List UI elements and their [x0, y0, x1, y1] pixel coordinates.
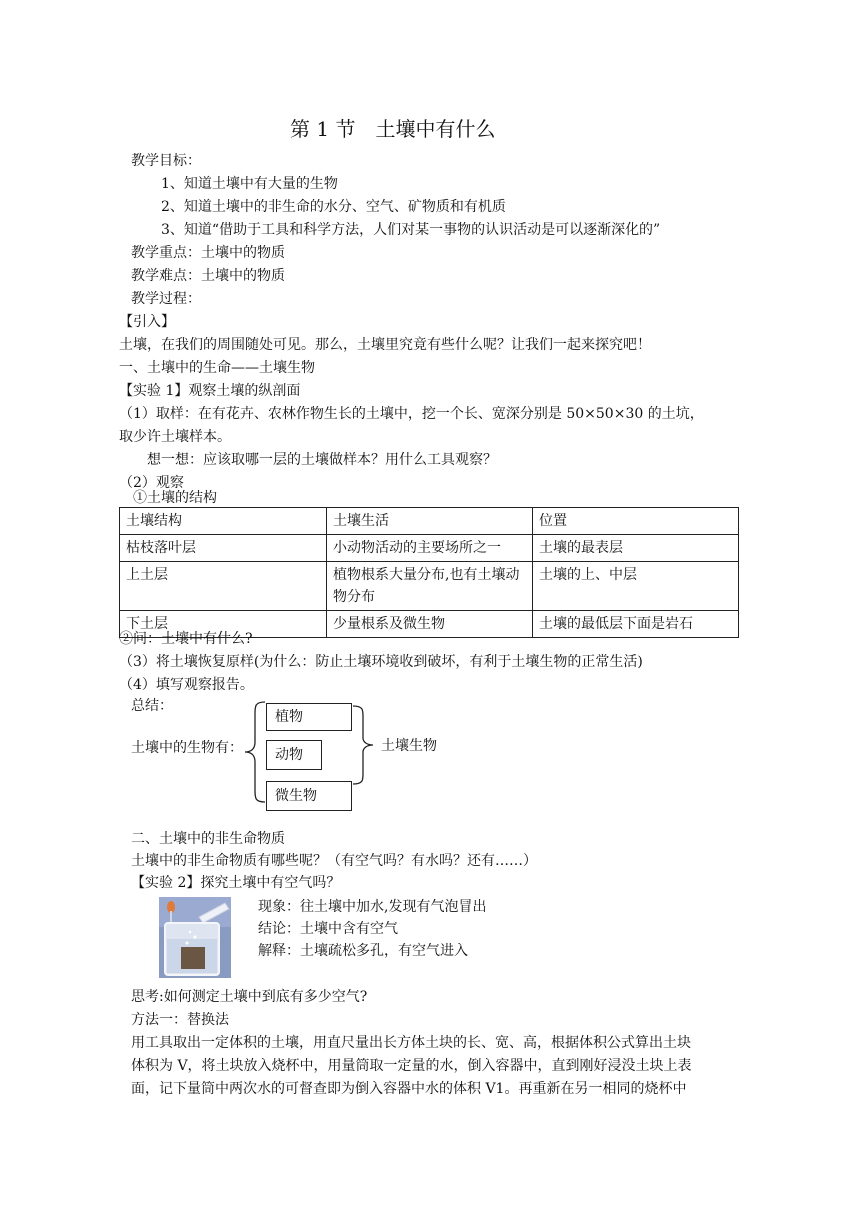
section2-question: 土壤中的非生命物质有哪些呢？（有空气吗？有水吗？还有……）	[131, 853, 537, 869]
table-cell: 植物根系大量分布,也有土壤动物分布	[327, 562, 533, 611]
microorganism-box: 微生物	[266, 781, 352, 811]
objective-item: 3、知道“借助于工具和科学方法，人们对某一事物的认识活动是可以逐渐深化的”	[161, 222, 661, 238]
exp2-conclusion: 结论：土壤中含有空气	[258, 921, 398, 937]
section1-heading: 一、土壤中的生命——土壤生物	[119, 360, 315, 376]
exp2-phenomenon: 现象：往土壤中加水,发现有气泡冒出	[258, 899, 487, 915]
exp1-step1-line1: （1）取样：在有花卉、农林作物生长的土壤中，挖一个长、宽深分别是 50×50×30 的土坑，	[119, 406, 704, 422]
table-cell: 上土层	[120, 562, 327, 611]
method1-text-line: 面，记下量筒中两次水的可督查即为倒入容器中水的体积 V1。再重新在另一相同的烧杯中	[131, 1081, 687, 1097]
objective-item: 2、知道土壤中的非生命的水分、空气、矿物质和有机质	[161, 199, 506, 215]
beaker-experiment-image	[159, 897, 231, 978]
table-cell: 小动物活动的主要场所之一	[327, 535, 533, 562]
key-point: 教学重点：土壤中的物质	[131, 245, 285, 261]
table-header-cell: 土壤结构	[120, 508, 327, 535]
table-header-cell: 位置	[533, 508, 739, 535]
method1: 方法一：替换法	[131, 1012, 229, 1028]
animal-box: 动物	[266, 740, 322, 770]
table-cell: 下土层	[120, 611, 327, 638]
page-title: 第 1 节 土壤中有什么	[290, 117, 496, 141]
table-header-row	[120, 508, 739, 535]
method1-text-line: 体积为 V，将土块放入烧杯中，用量筒取一定量的水，倒入容器中，直到刚好浸没土块上表	[131, 1058, 692, 1074]
diagram-right-label: 土壤生物	[381, 738, 437, 754]
difficulty: 教学难点：土壤中的物质	[131, 268, 285, 284]
exp1-step4: （4）填写观察报告。	[119, 677, 254, 693]
table-row	[120, 562, 739, 611]
table-cell: 土壤的最表层	[533, 535, 739, 562]
table-header-cell: 土壤生活	[327, 508, 533, 535]
exp1-step1-line2: 取少许土壤样本。	[119, 429, 231, 445]
exp1-step2: （2）观察	[119, 475, 184, 491]
plant-box: 植物	[266, 703, 352, 731]
section2-heading: 二、土壤中的非生命物质	[131, 831, 285, 847]
exp1-sub1: ①土壤的结构	[133, 490, 217, 506]
diagram-left-label: 土壤中的生物有：	[131, 740, 243, 756]
exp2-heading: 【实验 2】探究土壤中有空气吗？	[131, 875, 341, 891]
summary-heading: 总结：	[131, 698, 173, 714]
exp1-sub2: ②问：土壤中有什么?	[119, 631, 253, 647]
exp1-think: 想一想：应该取哪一层的土壤做样本？用什么工具观察？	[147, 452, 497, 468]
exp1-heading: 【实验 1】观察土壤的纵剖面	[119, 383, 301, 399]
process-heading: 教学过程：	[131, 291, 201, 307]
soil-structure-table	[119, 507, 739, 638]
exp2-explanation: 解释：土壤疏松多孔，有空气进入	[258, 943, 468, 959]
right-brace-icon	[351, 704, 375, 786]
method1-text-line: 用工具取出一定体积的土壤，用直尺量出长方体土块的长、宽、高，根据体积公式算出土块	[131, 1035, 691, 1051]
think2: 思考:如何测定土壤中到底有多少空气?	[131, 989, 368, 1005]
objectives-heading: 教学目标：	[131, 153, 201, 169]
table-cell: 土壤的最低层下面是岩石	[533, 611, 739, 638]
intro-text: 土壤，在我们的周围随处可见。那么，土壤里究竟有些什么呢？让我们一起来探究吧！	[119, 337, 651, 353]
table-cell: 枯枝落叶层	[120, 535, 327, 562]
exp1-step3: （3）将土壤恢复原样(为什么：防止土壤环境收到破坏，有利于土壤生物的正常生活)	[119, 654, 643, 670]
table-row	[120, 535, 739, 562]
objective-item: 1、知道土壤中有大量的生物	[161, 176, 338, 192]
intro-heading: 【引入】	[119, 314, 175, 330]
table-cell: 土壤的上、中层	[533, 562, 739, 611]
left-brace-icon	[243, 700, 267, 804]
table-cell: 少量根系及微生物	[327, 611, 533, 638]
